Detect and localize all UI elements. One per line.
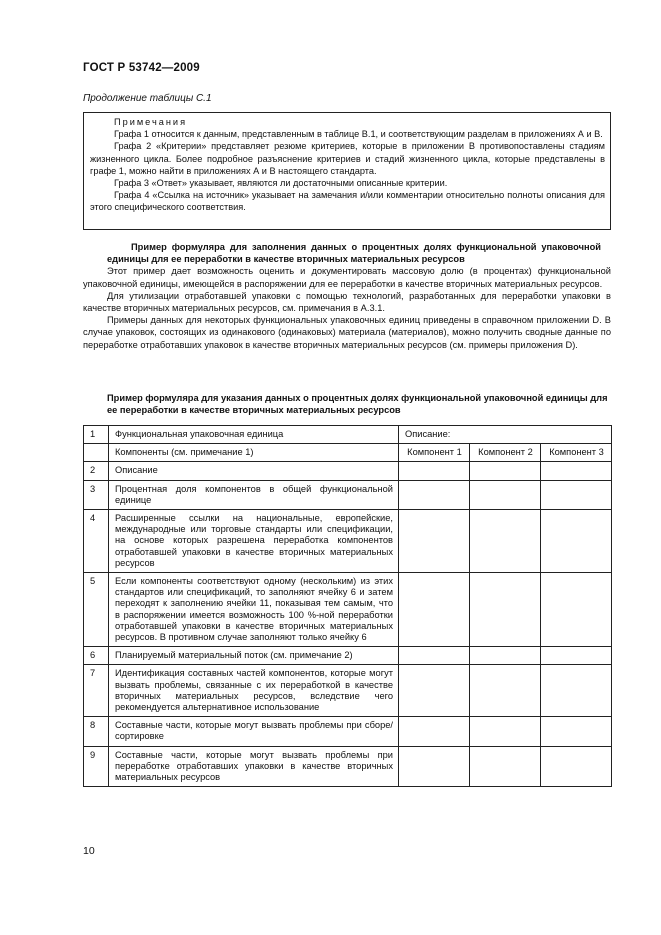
table-row	[84, 462, 612, 480]
component-2-cell[interactable]	[470, 510, 541, 573]
table-continuation-label: Продолжение таблицы С.1	[83, 93, 212, 104]
row-label: Компоненты (см. примечание 1)	[109, 444, 399, 462]
table-row	[84, 444, 612, 462]
page-number: 10	[83, 845, 95, 857]
paragraph: Этот пример дает возможность оценить и документировать массовую долю (в процентах) функциональной упаковочной единицы, имеющейся в распоряжении для ее переработки в качестве вторичных материальных ресурсов.	[83, 266, 611, 289]
row-number: 3	[84, 480, 109, 509]
component-3-cell[interactable]	[541, 717, 612, 746]
component-3-cell[interactable]	[541, 510, 612, 573]
component-1-cell[interactable]	[399, 647, 470, 665]
table-row	[84, 746, 612, 787]
component-1-cell[interactable]	[399, 462, 470, 480]
component-1-header: Компонент 1	[399, 444, 470, 462]
component-3-cell[interactable]	[541, 665, 612, 717]
document-header: ГОСТ Р 53742—2009	[83, 62, 200, 74]
note-item: Графа 2 «Критерии» представляет резюме критериев, которые в приложении В противопоставлены стадиям жизненного цикла. Более подробное разъяснение критериев и стадий жизненного цикла, которые представлены в графе 1, можно найти в приложениях А и В настоящего стандарта.	[90, 141, 605, 176]
table-row	[84, 480, 612, 509]
row-label: Расширенные ссылки на национальные, европейские, международные или торговые стандарты или спецификации, на основе которых разрешена переработка компонентов отработавшей упаковки в качестве вторичных материальных ресурсов	[109, 510, 399, 573]
component-1-cell[interactable]	[399, 665, 470, 717]
component-3-cell[interactable]	[541, 480, 612, 509]
table-row	[84, 717, 612, 746]
component-2-cell[interactable]	[470, 717, 541, 746]
note-item: Графа 4 «Ссылка на источник» указывает на замечания и/или комментарии относительно полноты описания для этого специфического соответствия.	[90, 190, 605, 213]
section-heading-form-2: Пример формуляра для указания данных о процентных долях функциональной упаковочной единицы для ее переработки в качестве вторичных материальных ресурсов	[107, 393, 608, 416]
component-3-cell[interactable]	[541, 647, 612, 665]
section-form-example-1	[83, 241, 611, 351]
component-2-cell[interactable]	[470, 746, 541, 787]
row-label: Планируемый материальный поток (см. примечание 2)	[109, 647, 399, 665]
component-3-cell[interactable]	[541, 462, 612, 480]
row-label: Процентная доля компонентов в общей функциональной единице	[109, 480, 399, 509]
row-number: 7	[84, 665, 109, 717]
component-3-header: Компонент 3	[541, 444, 612, 462]
row-label: Описание	[109, 462, 399, 480]
paragraph: Примеры данных для некоторых функциональных упаковочных единиц приведены в справочном приложении D. В случае упаковок, состоящих из одинакового (одинаковых) материала (материалов), можно получить сводные данные по переработке отработавших упаковок в качестве вторичных материальных ресурсов (см. примеры приложения D).	[83, 315, 611, 350]
row-number	[84, 444, 109, 462]
section-heading: Пример формуляра для заполнения данных о процентных долях функциональной упаковочной единицы для ее переработки в качестве вторичных материальных ресурсов	[107, 242, 601, 265]
note-item: Графа 1 относится к данным, представленным в таблице В.1, и соответствующим разделам в приложениях А и В.	[114, 129, 603, 140]
component-1-cell[interactable]	[399, 746, 470, 787]
row-label: Составные части, которые могут вызвать проблемы при сборе/сортировке	[109, 717, 399, 746]
note-item: Графа 3 «Ответ» указывает, являются ли достаточными описанные критерии.	[114, 178, 448, 189]
table-row	[84, 665, 612, 717]
row-number: 4	[84, 510, 109, 573]
component-2-cell[interactable]	[470, 573, 541, 647]
row-label: Функциональная упаковочная единица	[109, 426, 399, 444]
table-row	[84, 510, 612, 573]
component-1-cell[interactable]	[399, 717, 470, 746]
row-number: 2	[84, 462, 109, 480]
row-number: 8	[84, 717, 109, 746]
component-2-header: Компонент 2	[470, 444, 541, 462]
row-label: Если компоненты соответствуют одному (нескольким) из этих стандартов или спецификаций, то заполняют ячейку 6 и затем переходят к заполнению ячейки 11, показывая тем самым, что в распоряжении имеется возможность 100 %-ной переработки отработавшей упаковки в качестве вторичных материальных ресурсов. В противном случае заполняют только ячейку 6	[109, 573, 399, 647]
notes-title: Примечания	[114, 117, 188, 127]
component-2-cell[interactable]	[470, 462, 541, 480]
row-number: 6	[84, 647, 109, 665]
component-3-cell[interactable]	[541, 746, 612, 787]
row-label: Идентификация составных частей компонентов, которые могут вызвать проблемы, связанные с их переработкой в качестве вторичных материальных ресурсов, вследствие чего рекомендуется альтернативное использование	[109, 665, 399, 717]
component-2-cell[interactable]	[470, 647, 541, 665]
component-1-cell[interactable]	[399, 510, 470, 573]
row-number: 1	[84, 426, 109, 444]
paragraph: Для утилизации отработавшей упаковки с помощью технологий, разработанных для переработки упаковки в качестве вторичных материальных ресурсов, см. примечания в А.3.1.	[83, 290, 611, 314]
description-cell[interactable]: Описание:	[399, 426, 612, 444]
data-form-table	[83, 425, 612, 787]
row-number: 9	[84, 746, 109, 787]
component-2-cell[interactable]	[470, 480, 541, 509]
notes-box	[83, 112, 611, 230]
component-3-cell[interactable]	[541, 573, 612, 647]
row-label: Составные части, которые могут вызвать проблемы при переработке отработавших упаковки в качестве вторичных материальных ресурсов	[109, 746, 399, 787]
table-row	[84, 573, 612, 647]
component-1-cell[interactable]	[399, 480, 470, 509]
table-row	[84, 647, 612, 665]
row-number: 5	[84, 573, 109, 647]
component-1-cell[interactable]	[399, 573, 470, 647]
component-2-cell[interactable]	[470, 665, 541, 717]
table-row	[84, 426, 612, 444]
